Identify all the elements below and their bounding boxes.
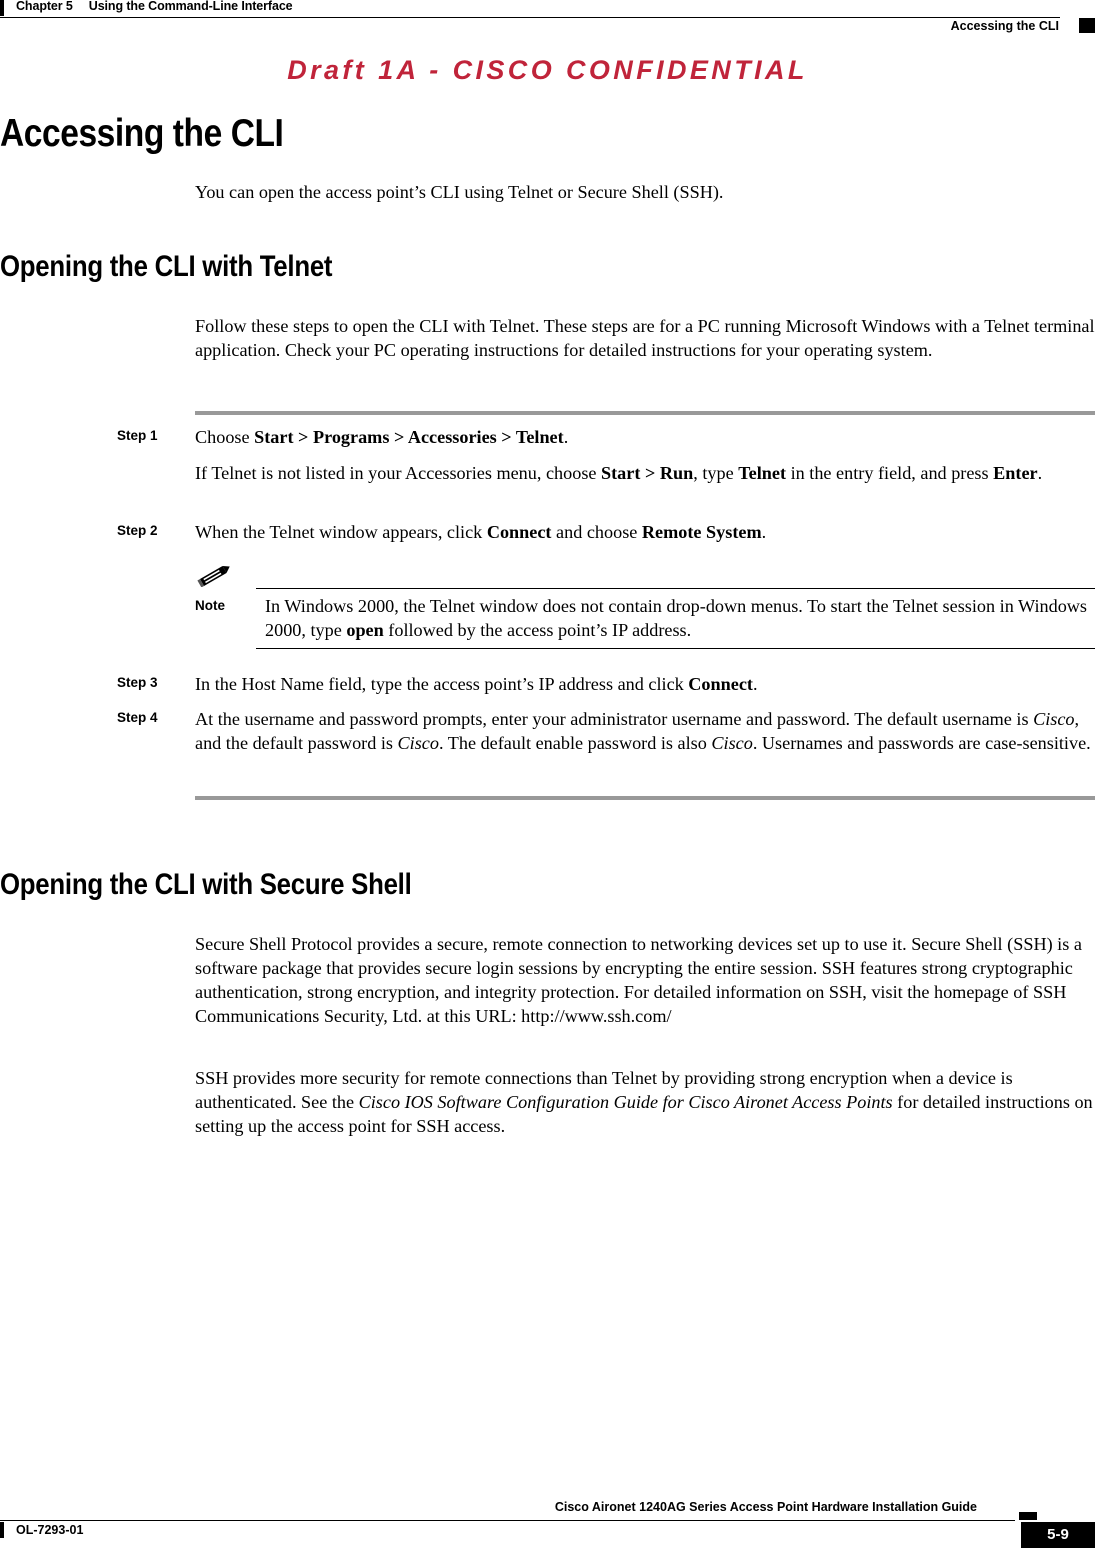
page-title: Accessing the CLI: [0, 112, 284, 155]
ssh-paragraph-2: SSH provides more security for remote connections than Telnet by providing strong encryption when a device is authenticated. See the Cisco IOS Software Configuration Guide for Cisco Aironet Access Points for detailed instructions on setting up the access point for SSH access.: [195, 1068, 1093, 1136]
step-2-text: When the Telnet window appears, click Connect and choose Remote System.: [195, 522, 767, 542]
header-bar: [0, 0, 4, 16]
step-4-label: Step 4: [117, 710, 158, 725]
footer-guide-title: Cisco Aironet 1240AG Series Access Point Hardware Installation Guide: [554, 1500, 977, 1514]
note-text: In Windows 2000, the Telnet window does not contain drop-down menus. To start the Telnet session in Windows 2000, type open followed by the access point’s IP address.: [265, 596, 1087, 640]
note-label: Note: [195, 598, 225, 613]
telnet-heading: Opening the CLI with Telnet: [0, 250, 333, 283]
page-number: 5-9: [1021, 1522, 1095, 1548]
step-1-text: Choose Start > Programs > Accessories > Telnet.: [195, 427, 569, 447]
draft-watermark: Draft 1A - CISCO CONFIDENTIAL: [287, 55, 808, 85]
footer-bar: [0, 1522, 4, 1538]
note-top-rule: [256, 588, 1095, 589]
step-3-label: Step 3: [117, 675, 158, 690]
step-2-label: Step 2: [117, 523, 158, 538]
steps-bottom-rule: [195, 796, 1095, 800]
note-bottom-rule: [256, 648, 1095, 649]
footer-doc-number: OL-7293-01: [16, 1523, 84, 1537]
footer-rule: [0, 1520, 1015, 1521]
step-3-text: In the Host Name field, type the access point’s IP address and click Connect.: [195, 674, 758, 694]
running-header-chapter: Chapter 5 Using the Command-Line Interface: [16, 0, 293, 13]
telnet-intro: Follow these steps to open the CLI with Telnet. These steps are for a PC running Microsoft Windows with a Telnet terminal application. Check your PC operating instructions for detailed instructions for your operating system.: [195, 316, 1095, 360]
header-square: [1079, 18, 1095, 33]
pencil-icon: [197, 563, 233, 587]
footer-square: [1019, 1512, 1037, 1520]
intro-paragraph: You can open the access point’s CLI using Telnet or Secure Shell (SSH).: [195, 182, 724, 202]
running-header-section: Accessing the CLI: [950, 19, 1059, 33]
header-rule: [0, 17, 1060, 18]
step-1-subtext: If Telnet is not listed in your Accessories menu, choose Start > Run, type Telnet in the entry field, and press Enter.: [195, 463, 1043, 483]
step-4-text: At the username and password prompts, enter your administrator username and password. The default username is Cisco, and the default password is Cisco. The default enable password is also Cisco. Usernames and passwords are case-sensitive.: [195, 709, 1091, 753]
step-1-label: Step 1: [117, 428, 158, 443]
ssh-paragraph-1: Secure Shell Protocol provides a secure, remote connection to networking devices set up to use it. Secure Shell (SSH) is a software package that provides secure login sessions by encrypting the entire session. SSH features strong cryptographic authentication, strong encryption, and integrity protection. For detailed information on SSH, visit the homepage of SSH Communications Security, Ltd. at this URL: http://www.ssh.com/: [195, 934, 1082, 1026]
ssh-heading: Opening the CLI with Secure Shell: [0, 868, 412, 901]
steps-top-rule: [195, 411, 1095, 415]
